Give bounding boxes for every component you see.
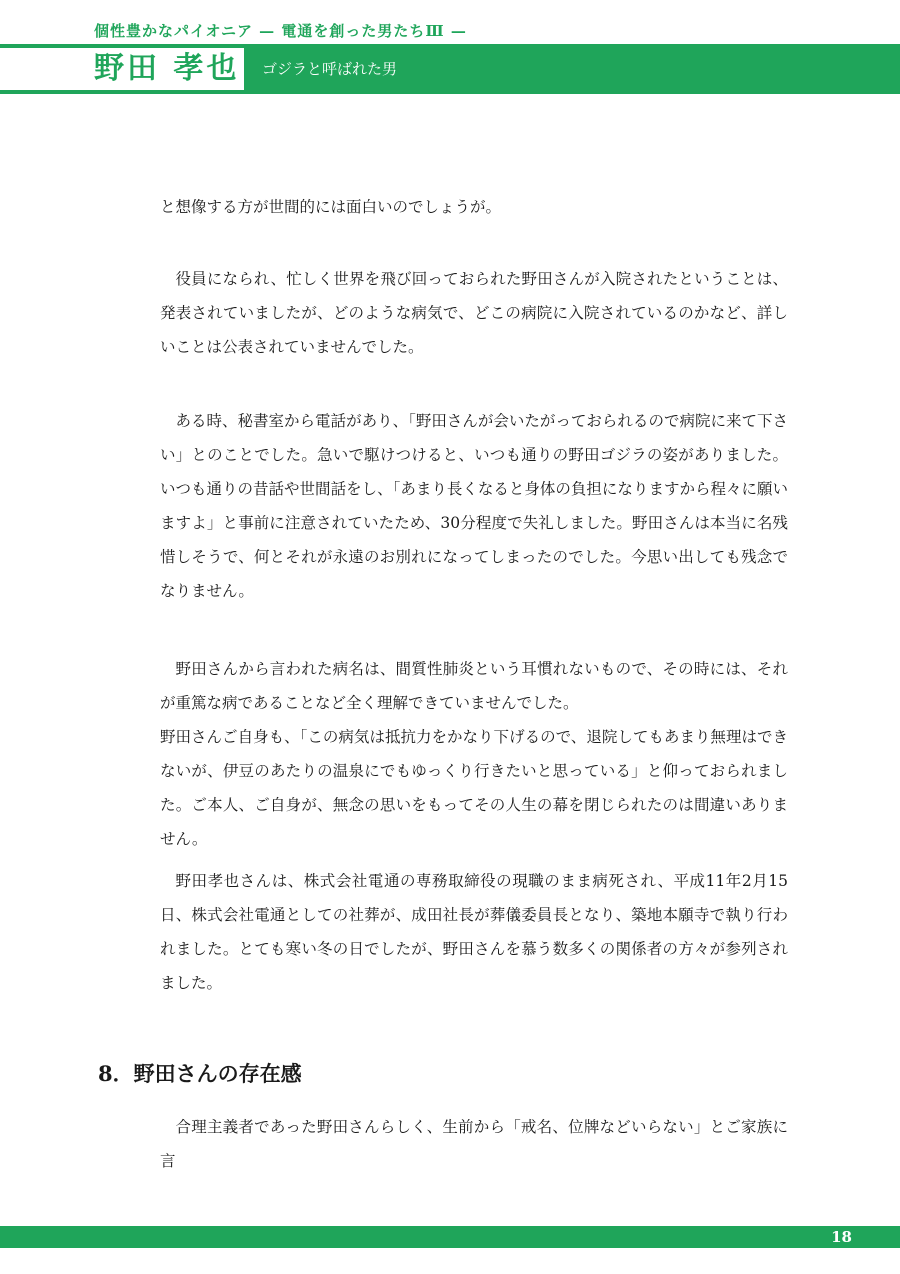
paragraph-4: 野田さんから言われた病名は、間質性肺炎という耳慣れないもので、その時には、それが重篤な病であることなど全く理解できていませんでした。 <box>160 660 788 712</box>
paragraph-2: 役員になられ、忙しく世界を飛び回っておられた野田さんが入院されたということは、発表されていましたが、どのような病気で、どこの病院に入院されているのかなど、詳しいことは公表されていませんでした。 <box>160 270 788 356</box>
person-name: 野田 孝也 <box>94 51 240 86</box>
section-heading: 8．野田さんの存在感 <box>98 1061 302 1086</box>
paragraph-3: ある時、秘書室から電話があり、「野田さんが会いたがっておられるので病院に来て下さい」とのことでした。急いで駆けつけると、いつも通りの野田ゴジラの姿がありました。いつも通りの昔話や世間話をし、「あまり長くなると身体の負担になりますから程々に願いますよ」と事前に注意されていたため、30分程度で失礼しました。野田さんは本当に名残惜しそうで、何とそれが永遠のお別れになってしまったのでした。今思い出しても残念でなりません。 <box>160 412 788 600</box>
series-title: 個性豊かなパイオニア — 電通を創った男たちⅢ — <box>94 22 467 40</box>
body-text <box>160 404 788 608</box>
paragraph-5: 野田さんご自身も、「この病気は抵抗力をかなり下げるので、退院してもあまり無理はできないが、伊豆のあたりの温泉にでもゆっくり行きたいと思っている」と仰っておられました。ご本人、ご自身が、無念の思いをもってその人生の幕を閉じられたのは間違いありません。 <box>160 728 788 848</box>
page-number: 18 <box>831 1228 852 1246</box>
paragraph-1: と想像する方が世間的には面白いのでしょうが。 <box>160 198 502 216</box>
footer-band <box>0 1226 900 1248</box>
paragraph-6: 野田孝也さんは、株式会社電通の専務取締役の現職のまま病死され、平成11年2月15日、株式会社電通としての社葬が、成田社長が葬儀委員長となり、築地本願寺で執り行われました。とても寒い冬の日でしたが、野田さんを慕う数多くの関係者の方々が参列されました。 <box>160 872 788 992</box>
body-text <box>160 864 788 1000</box>
section-paragraph: 合理主義者であった野田さんらしく、生前から「戒名、位牌などいらない」とご家族に言 <box>160 1118 788 1170</box>
body-text <box>160 262 788 364</box>
chapter-subtitle: ゴジラと呼ばれた男 <box>262 60 398 78</box>
body-text <box>160 1110 788 1178</box>
body-text <box>160 190 788 224</box>
body-text <box>160 652 788 856</box>
